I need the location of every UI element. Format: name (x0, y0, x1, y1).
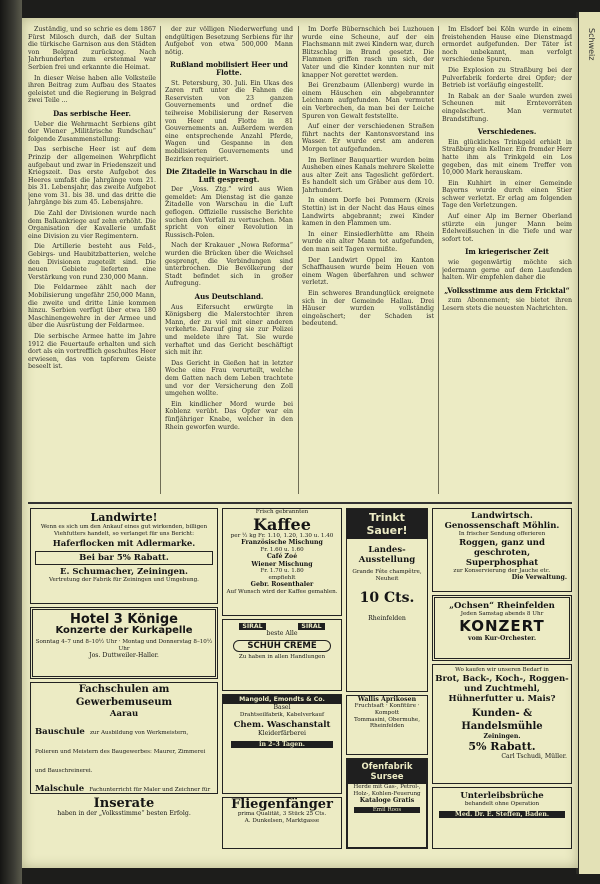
ad-muehle-owner: Carl Tschudi, Müller. (501, 753, 567, 760)
column-4 (442, 26, 572, 496)
ad-wasch-company: Mangold, Emondts & Co. (223, 695, 341, 704)
ad-siral-note: Zu haben in allen Handlungen (238, 653, 326, 660)
ad-kaffee-prices: per ½ kg Fr. 1.10, 1.20, 1.30 u. 1.40 (230, 532, 334, 539)
ad-fachschulen (30, 682, 218, 794)
ad-inserate (30, 797, 218, 849)
ad-wasch-city: Basel (273, 704, 291, 712)
article-paragraph: Der Landwirt Oppel im Kanton Schaffhausen wurde beim Heuen von einem Wagen überfahren und schwer verletzt. (302, 256, 434, 287)
ad-hotel-subtitle: Konzerte der Kurkapelle (55, 625, 193, 636)
article-paragraph: Im Dorfe Bübernschich bei Luzhouen wurde eine Scheune, auf der ein Flachsmann mit zwei Kindern war, durch Blitzschlag in Brand gesetzt. Die Flammen griffen rasch um sich, der Vater und die Kinder konnten nur mit knapper Not gerettet werden. (302, 26, 434, 79)
ad-siral-brand: SIRAL (298, 623, 324, 630)
ad-trinkt-sub: Landes-Ausstellung (358, 545, 416, 565)
ad-brueche-dr: Med. Dr. E. Steffen, Baden. (439, 811, 565, 818)
article-paragraph: Ueber die Wehrmacht Serbiens gibt der Wiener „Militärische Rundschau“ folgende Zusammenstellung: (28, 120, 156, 143)
ad-gen-heading: Landwirtsch. Genossenschaft Möhlin. (444, 511, 560, 531)
ad-inserate-heading: Inserate (93, 797, 155, 811)
ad-inserate-text: haben in der „Volksstimme“ besten Erfolg. (57, 810, 191, 817)
ad-brueche-heading: Unterleibsbrüche (460, 791, 544, 801)
article-paragraph: Die Explosion zu Straßburg bei der Pulverfabrik forderte drei Opfer; der Betrieb ist vorläufig eingestellt. (442, 66, 572, 90)
article-paragraph: In einer Einsiedlerhütte am Rhein wurde ein alter Mann tot aufgefunden, den man seit Tagen vermißte. (302, 230, 434, 254)
article-paragraph: der zur völligen Niederwerfung und endgültigen Besetzung Serbiens für ihr Aufgebot von etwa 500,000 Mann nötig. (165, 26, 293, 56)
ad-ofen-dealer: Emil Roos (354, 807, 420, 814)
ad-kaffee-recommend: empfiehlt (268, 574, 296, 581)
ad-ochsen-event: KONZERT (459, 616, 545, 635)
article-headline: Verschiedenes. (477, 127, 537, 137)
ad-trinkt-detail: Grande Fête champêtre, Neuheit (352, 569, 422, 582)
ad-muehle-discount: 5% Rabatt. (468, 740, 536, 753)
ad-dealer-note: Vertretung der Fabrik für Zeiningen und Umgebung. (49, 577, 199, 584)
ad-ochsen-heading: „Ochsen“ Rheinfelden (449, 601, 555, 611)
ad-muehle-goods2: Hühnerfutter u. Mais? (448, 693, 556, 704)
article-paragraph: Die Artillerie besteht aus Feld-, Gebirgs- und Haubitzbatterien, welche den Divisionen zugeteilt sind. Die neuen Gebiete lieferten eine Verstärkung von rund 230,000 Mann. (28, 243, 156, 281)
ad-siral (222, 619, 342, 691)
ad-apricot-merchant: Tommasini, Obermuhe, Rheinfelden (354, 716, 420, 730)
ad-school-title: Fachschulen am Gewerbemuseum (75, 684, 173, 708)
newspaper-page (22, 18, 578, 868)
ad-brueche-text: behandelt ohne Operation (464, 801, 540, 807)
ad-kaffee-intro: Frisch gebrannten (255, 509, 309, 515)
ad-kaffee-mix2: Café Zoé (266, 553, 298, 561)
ad-wasch-line1: Drahtseilfabrik, Kabelverkauf (239, 711, 325, 718)
ad-trinkt-price: 10 Cts. (359, 590, 415, 607)
ad-kaffee-mix1-price: Fr. 1.60 u. 1.60 (260, 546, 304, 553)
ad-ofen-line1: Herde mit Gas-, Petrol-, Holz-, Kohlen-Feuerung (353, 784, 421, 797)
article-paragraph: Ein kindlicher Mord wurde bei Koblenz verübt. Das Opfer war ein fünfjähriger Knabe, welcher in den Rhein geworfen wurde. (165, 400, 293, 431)
article-headline: Rußland mobilisiert Heer und Flotte. (170, 60, 288, 77)
ad-kaffee-note: Auf Wunsch wird der Kaffee gemahlen. (226, 588, 338, 595)
article-paragraph: Auf einer Alp im Berner Oberland stürzte ein junger Mann beim Edelweißsuchen in die Tiefe und war sofort tot. (442, 213, 572, 243)
article-paragraph: Nach der Krakauer „Nowa Reforma“ wurden die Brücken über die Weichsel gesprengt, die Verbindungen sind unterbrochen. Die Bevölkerung der Stadt befindet sich in großer Aufregung. (165, 242, 293, 288)
article-paragraph: Bei Grenzbaum (Allenberg) wurde in einem Häuschen ein abgebrannter Leichnam aufgefunden. Man vermutet ein Verbrechen, da man bei der Leiche Spuren von Gewalt feststellte. (302, 82, 434, 120)
ad-unterleibsbrueche (432, 787, 572, 849)
ad-heading: Landwirte! (90, 511, 158, 524)
ad-ochsen-konzert (432, 595, 572, 661)
book-binding-left (0, 0, 22, 884)
article-paragraph: Die serbische Armee hatte im Jahre 1912 die Feuertaufe erhalten und sich dort als ein vortrefflich geschultes Heer erwiesen, das von tapferem Geiste beseelt ist. (28, 332, 156, 371)
column-1 (28, 26, 156, 496)
ad-school-sec1-body: zur Ausbildung von Werkmeistern, Polieren und Meistern des Baugewerbes: Maurer, Zimmerei und Bauschreinerei. (35, 730, 206, 774)
ad-haferflocken (30, 508, 218, 604)
ad-fliegenfaenger (222, 797, 342, 849)
ad-ofen-name: Ofenfabrik Sursee (348, 760, 426, 784)
ad-price: Bei bar 5% Rabatt. (35, 551, 213, 565)
ad-fliegen-heading: Fliegenfänger (231, 797, 333, 812)
article-paragraph: In dieser Weise haben alle Volksteile ihren Beitrag zum Aufbau des Staates geleistet und die Regierung in Belgrad zwei Teile ... (28, 74, 156, 105)
article-headline: Aus Deutschland. (194, 292, 264, 301)
article-headline: Die Zitadelle in Warschau in die Luft gesprengt. (166, 167, 292, 184)
ad-gen-intro: In frischer Sendung offerieren (458, 531, 546, 537)
article-paragraph: zum Abonnement; sie bietet ihren Lesern stets die neuesten Nachrichten. (442, 297, 572, 312)
ad-ofen-line2: Kataloge Gratis (359, 797, 415, 805)
ad-fliegen-text: prima Qualität, 3 Stück 25 Cts. (237, 811, 327, 817)
column-3 (302, 26, 434, 496)
article-headline: Im kriegerischer Zeit (465, 247, 549, 257)
article-paragraph: Die Feldarmee zählt nach der Mobilisierung ungefähr 250,000 Mann, die zweite und dritte Linie kommen hinzu. Serbien verfügt über etwa 180 Maschinengewehre in der Armee und über die Ausrüstung der Feldarmee. (28, 284, 156, 330)
article-paragraph: Zuständig, und so schrie es dem 1867 Fürst Milosch durch, daß der Sultan die türkische Garnison aus den Städten von Belgrad zurückzog. Nach Jahrhunderten zum erstenmal war Serbien frei und erkannte die Heimat. (28, 26, 156, 71)
ad-wasch-brand: Chem. Waschanstalt (233, 720, 331, 731)
ad-gen-sign: Die Verwaltung. (511, 574, 567, 582)
column-divider (438, 26, 439, 494)
ad-gen-product: Roggen, ganz und geschroten, (459, 537, 545, 558)
ad-school-city: Aarau (109, 709, 139, 719)
ad-school-sec2-head: Malschule (35, 784, 85, 794)
article-paragraph: St. Petersburg, 30. Juli. Ein Ukas des Zaren ruft unter die Fahnen die Reservisten von 23 ganzen Gouvernements und ordnet die teilweise Mobilisierung der Reserven von Heer und Flotte in 81 Gouvernements an. Außerdem werden eine entsprechende Anzahl Pferde, Wagen und Gespanne in den mobilisierten Gouvernements und Bezirken requiriert. (165, 79, 293, 163)
article-paragraph: Auf einer der verschiedenen Straßen führt nachts der Kantonsvorstand ins Wasser. Er wurde erst am anderen Morgen tot aufgefunden. (302, 123, 434, 153)
ad-waschanstalt (222, 694, 342, 794)
column-divider (298, 26, 299, 494)
ad-kaffee-mix3: Wiener Mischung (251, 560, 313, 568)
article-paragraph: Im Berliner Bauquartier wurden beim Ausheben eines Kanals mehrere Skelette aus alter Zeit ans Tageslicht gefördert. Es handelt sich um Gräber aus dem 10. Jahrhundert. (302, 156, 434, 194)
ad-siral-product: SCHUH CREME (233, 640, 331, 652)
article-paragraph: Das Gericht in Gießen hat in letzter Woche eine Frau verurteilt, welche dem Gatten nach dem Leben trachtete und vor der Versicherung den Zoll umgehen wollte. (165, 359, 293, 398)
article-paragraph: In einem Dorfe bei Pommern (Kreis Stettin) ist in der Nacht das Haus eines Landwirts abgebrannt; zwei Kinder kamen in den Flammen um. (302, 197, 434, 228)
ad-kaffee-seller: Gebr. Rosenthaler (250, 581, 314, 589)
article-paragraph: Ein schweres Brandunglück ereignete sich in der Gemeinde Hallau. Drei Häuser wurden vollständig eingeäschert; der Schaden ist bedeutend. (302, 290, 434, 328)
ad-kaffee-mix1: Französische Mischung (241, 539, 323, 547)
column-2 (165, 26, 293, 496)
article-headline: „Volksstimme aus dem Fricktal“ (444, 285, 570, 295)
article-paragraph: Das serbische Heer ist auf dem Prinzip der allgemeinen Wehrpflicht aufgebaut und zwar in Friedenszeit und Kriegszeit. Das erste Aufgebot des Heeres umfaßt die Jahrgänge vom 21. bis 31. Lebensjahr, das zweite Aufgebot jene vom 31. bis 38. und das dritte die Jahrgänge bis zum 45. Lebensjahre. (28, 146, 156, 207)
ad-gen-product2: Superphosphat (465, 557, 539, 568)
article-paragraph: Im Elsdorf bei Köln wurde in einem freistehenden Hause eine Dienstmagd ermordet aufgefunden. Der Täter ist noch unbekannt, man verfolgt verschiedene Spuren. (442, 26, 572, 64)
ad-dealer: E. Schumacher, Zeiningen. (59, 567, 189, 578)
ad-kaffee-mix3-price: Fr. 1.70 u. 1.80 (260, 568, 304, 574)
article-paragraph: Die Zahl der Divisionen wurde nach dem Balkankriege auf zehn erhöht. Die Organisation der Kavallerie umfaßt eine Division zu vier Regimentern. (28, 210, 156, 240)
ad-siral-brand: SIRAL (239, 623, 265, 630)
next-page-text: Schweiz (587, 28, 596, 61)
ad-wasch-delivery: in 2–3 Tagen. (231, 741, 333, 748)
ad-siral-tagline: beste Alle (266, 630, 298, 638)
ad-trinkt-footer: Rheinfelden (368, 615, 406, 623)
article-paragraph: wie gegenwärtig möchte sich jedermann gerne auf dem Laufenden halten. Wir empfehlen daher die (442, 259, 572, 282)
column-divider (160, 26, 161, 494)
ad-apricot-items: Fruchtsaft · Konfitüre · Kompott (354, 703, 420, 716)
ad-kaffee (222, 508, 342, 616)
article-paragraph: Ein glückliches Trinkgeld erhielt in Straßburg ein Kellner. Ein fremder Herr hatte ihm als Trinkgeld ein Los gegeben, das mit einem Treffer von 10,000 Mark herauskam. (442, 138, 572, 177)
article-paragraph: In Rabak an der Saale wurden zwei Scheunen mit Erntevorräten eingeäschert. Man vermutet Brandstiftung. (442, 92, 572, 123)
ad-trinkt-sauer (346, 508, 428, 692)
ad-school-sec2-body: Fachunterricht für Maler und Zeichner für (89, 787, 211, 793)
article-paragraph: Ein Kuhhirt in einer Gemeinde Bayerns wurde durch einen Stier schwer verletzt. Er erlag am folgenden Tage den Verletzungen. (442, 179, 572, 210)
article-headline: Das serbische Heer. (53, 108, 131, 118)
ad-product: Haferflocken mit Adlermarke. (52, 539, 196, 550)
ad-kaffee-title: Kaffee (253, 514, 311, 534)
ad-fliegen-merchant: A. Dunkelsen, Marktgasse (244, 817, 320, 824)
ad-muehle-goods: Brot, Back-, Koch-, Roggen- und Zuchtmehl, (435, 673, 569, 694)
ad-ochsen-subtitle: Jeden Samstag abends 8 Uhr (460, 611, 544, 617)
ad-muehle-answer: Kunden- & Handelsmühle (461, 707, 543, 732)
ad-trinkt-heading: Trinkt Sauer! (347, 509, 427, 539)
ad-hotel-times: Sonntag 4–7 und 8–10½ Uhr · Montag und Donnerstag 8–10½ Uhr (35, 639, 213, 652)
ad-hotel-proprietor: Jos. Duttweiler-Haller. (89, 652, 159, 660)
ad-section-rule (28, 502, 572, 504)
ad-hotel-drei-koenige (30, 607, 218, 679)
article-paragraph: Aus Eifersucht erwürgte in Königsberg die Malerstochter ihren Mann, der zu viel mit einer anderen verkehrte. Darauf ging sie zur Polizei und meldete ihre Tat. Sie wurde verhaftet und das Gericht beschäftigt sich mit ihr. (165, 303, 293, 357)
article-paragraph: Der „Voss. Ztg.“ wird aus Wien gemeldet: Am Dienstag ist die ganze Zitadelle von Warschau in die Luft geflogen. Offizielle russische Berichte suchen den Vorfall zu vertuschen. Man spricht von einer Revolution in Russisch-Polen. (165, 186, 293, 239)
ad-genossenschaft (432, 508, 572, 592)
ad-hotel-name: Hotel 3 Könige (69, 612, 178, 627)
ad-wasch-line2: Kleiderfärberei (258, 730, 306, 738)
ad-ofenfabrik (346, 758, 428, 849)
ad-aprikosen (346, 695, 428, 755)
ad-apricot-heading: Wallis Aprikosen (357, 696, 417, 703)
ad-muehle-city: Zeiningen. (483, 732, 521, 740)
ad-ochsen-performer: vom Kur-Orchester. (468, 634, 536, 642)
ad-handelsmuehle (432, 664, 572, 784)
next-page-edge (576, 12, 600, 874)
ad-gen-note: zur Konservierung der Jauche etc. (453, 567, 551, 574)
ad-school-sec1-head: Bauschule (35, 727, 85, 737)
ad-intro: Wenn es sich um den Ankauf eines gut wirkenden, billigen Viehfutters handelt, so verlanget für uns Bericht: (40, 524, 208, 537)
ad-muehle-question: Wo kaufen wir unseren Bedarf in (455, 667, 549, 673)
